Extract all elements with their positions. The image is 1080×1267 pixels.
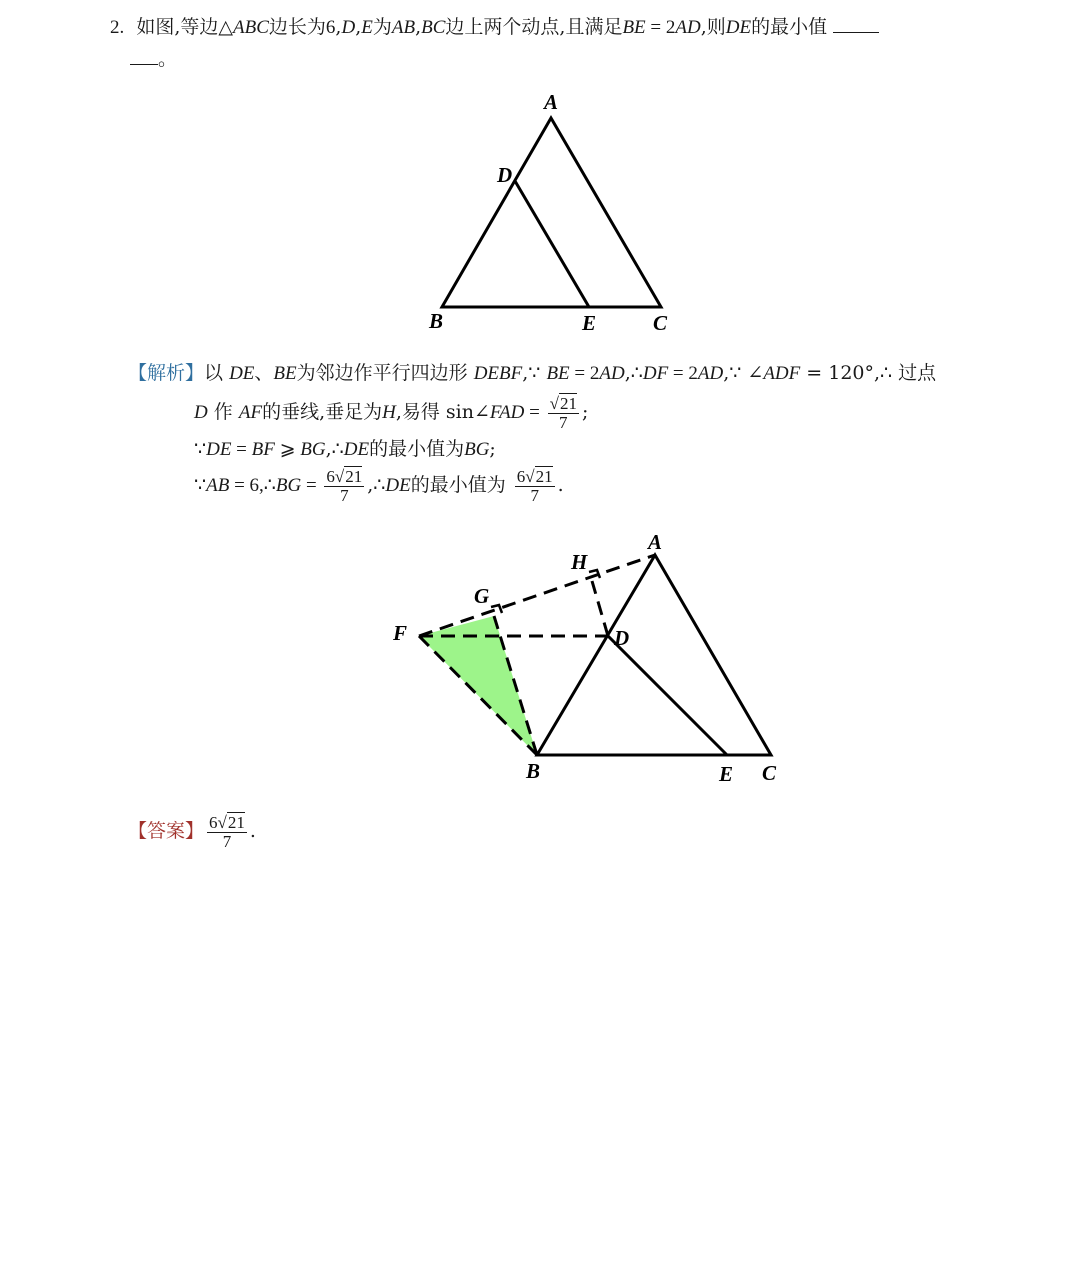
fraction-numerator: 6√21 (209, 812, 245, 832)
math: = (301, 475, 322, 496)
question-text: 的最小值 (751, 16, 828, 38)
math-bc: BC (421, 17, 446, 38)
math-side: 6 (325, 17, 336, 38)
text: ,∴ (325, 438, 344, 460)
question-text: , (415, 16, 422, 38)
math: = 2 (569, 363, 600, 384)
label-a: A (544, 90, 559, 114)
label-f: F (393, 621, 408, 645)
math: BG (464, 439, 490, 460)
math: = 2 (668, 363, 698, 384)
text: ∵ (194, 474, 207, 496)
label-b: B (429, 309, 444, 333)
text: ; (489, 438, 496, 460)
fraction-denominator: 7 (530, 485, 539, 505)
analysis-line-3 (194, 436, 496, 463)
question-text: 边长为 (268, 16, 326, 38)
math: DEBF (473, 363, 523, 384)
coef: 6 (516, 466, 526, 486)
text: . (557, 474, 564, 496)
question-text: 如图,等边△ (136, 16, 233, 38)
text: 的最小值为 (369, 438, 465, 460)
segment-fa (419, 555, 655, 636)
math-ad: AD (675, 17, 701, 38)
fraction-numerator: √21 (549, 393, 577, 413)
math: H (382, 402, 396, 423)
text: ,∵ (522, 362, 541, 384)
math: DE (385, 475, 411, 496)
math: AD (599, 363, 625, 384)
coef: 6 (326, 466, 335, 486)
question-text: ,则 (700, 16, 726, 38)
question-number: 2. (110, 17, 125, 38)
fraction-denominator: 7 (222, 831, 232, 851)
radicand: 21 (535, 466, 553, 486)
analysis-line-2 (194, 392, 588, 433)
math-be: BE (622, 17, 646, 38)
math: BF (251, 439, 275, 460)
label-g: G (474, 584, 490, 608)
text: ; (581, 401, 589, 423)
math: BE (546, 363, 570, 384)
question-text: , (355, 16, 362, 38)
text: ,易得 sin∠ (395, 401, 490, 423)
text: ,∴ (367, 474, 386, 496)
label-c: C (762, 761, 777, 785)
math: FAD (489, 402, 525, 423)
text: 的最小值为 (410, 474, 506, 496)
label-c: C (653, 311, 668, 335)
math-eq: = 2 (645, 17, 676, 38)
analysis-line-1 (128, 360, 936, 387)
question-text: 为 (372, 16, 392, 38)
question-text: , (335, 16, 342, 38)
math: = 6,∴ (229, 475, 276, 496)
fraction-denominator: 7 (559, 412, 568, 432)
fraction-numerator: 6√21 (516, 466, 553, 486)
label-d: D (614, 626, 630, 650)
radicand: 21 (559, 393, 577, 413)
radicand: 21 (227, 812, 245, 832)
math: ⩾ (274, 439, 301, 460)
label-b: B (526, 759, 541, 783)
label-d: D (497, 163, 513, 187)
radicand: 21 (345, 466, 363, 486)
math: DE (229, 363, 255, 384)
math: = (524, 402, 545, 423)
math: AF (238, 402, 263, 423)
segment-de (515, 181, 589, 307)
fraction-6sqrt21-over-7 (515, 468, 555, 505)
answer-line (128, 809, 256, 853)
math: DE (206, 439, 232, 460)
figure-2-parallelogram (0, 520, 1080, 820)
label-e: E (582, 311, 597, 335)
text: 以 (204, 362, 224, 384)
math: = (231, 439, 252, 460)
math: AB (206, 475, 230, 496)
math-d: D (341, 17, 356, 38)
label-a: A (648, 530, 663, 554)
question-end: 。 (158, 48, 178, 70)
segment-de (608, 636, 727, 755)
text: = 120°,∴ 过点 (800, 362, 937, 384)
label-h: H (571, 550, 588, 574)
fraction-6sqrt21-over-7 (324, 468, 364, 505)
answer-fraction (207, 814, 247, 851)
answer-tag: 【答案】 (128, 820, 205, 842)
segment-dh (592, 581, 608, 636)
text: ,∴ (624, 362, 643, 384)
fraction-denominator: 7 (340, 485, 349, 505)
math-ab: AB (391, 17, 416, 38)
text: . (249, 820, 256, 842)
text: ,∵ ∠ (723, 362, 764, 384)
text: 为邻边作平行四边形 (296, 362, 468, 384)
analysis-tag: 【解析】 (128, 362, 205, 384)
figure-1-triangle (0, 0, 1080, 340)
coef: 6 (209, 812, 218, 832)
math: D (194, 402, 208, 423)
analysis-line-4 (194, 464, 564, 507)
math: BE (273, 363, 297, 384)
math: ADF (763, 363, 801, 384)
math: DF (642, 363, 669, 384)
fraction-sqrt21-over-7 (548, 395, 579, 432)
math: BG (275, 475, 302, 496)
text: 的垂线,垂足为 (262, 401, 383, 423)
question-text: 边上两个动点,且满足 (445, 16, 623, 38)
fraction-numerator: 6√21 (326, 466, 363, 486)
math: DE (343, 439, 370, 460)
math-abc: ABC (233, 17, 269, 38)
math-e: E (361, 17, 373, 38)
text: 作 (213, 401, 233, 423)
text: 、 (254, 362, 274, 384)
math-de: DE (725, 17, 752, 38)
label-e: E (719, 762, 734, 786)
math: AD (697, 363, 724, 384)
triangle-abc (442, 118, 661, 307)
math: BG (300, 439, 326, 460)
text: ∵ (194, 438, 207, 460)
